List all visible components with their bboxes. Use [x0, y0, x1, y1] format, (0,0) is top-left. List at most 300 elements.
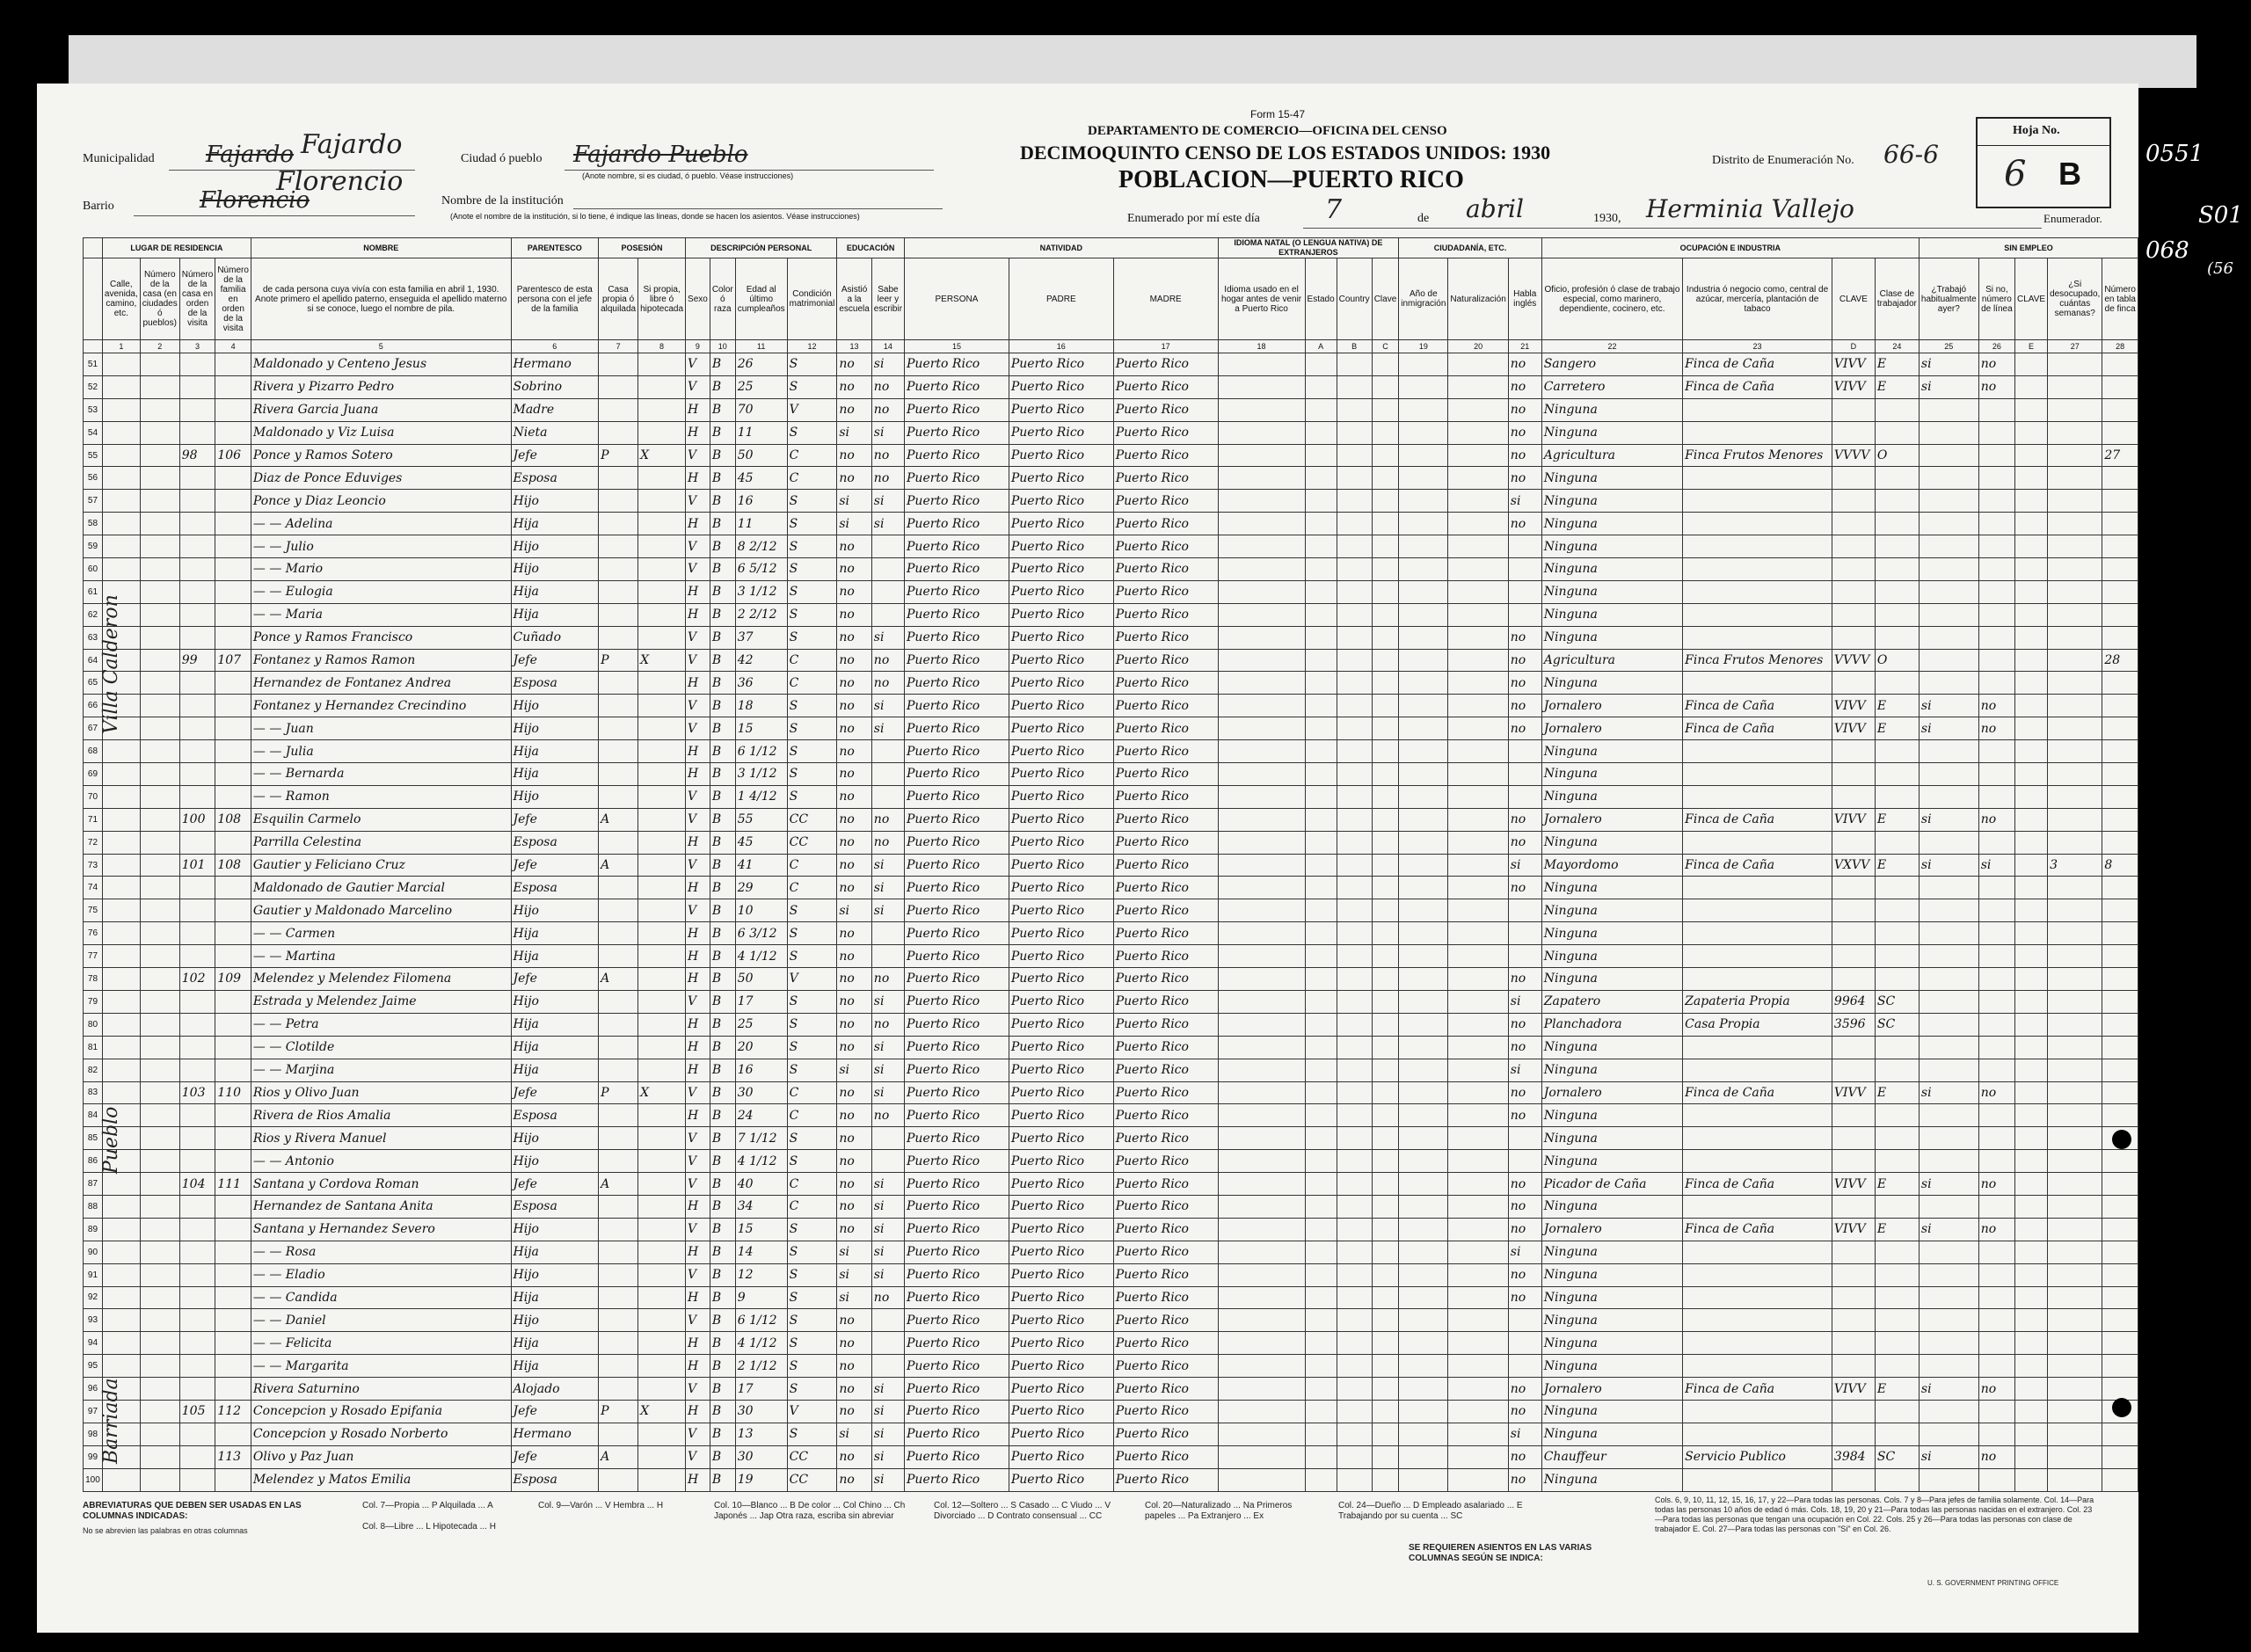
- speaks-english: no: [1508, 1081, 1541, 1104]
- mother-tongue: [1218, 1423, 1305, 1445]
- worker-class: [1875, 1104, 1919, 1127]
- speaks-english: [1508, 580, 1541, 603]
- line-number: 56: [84, 467, 103, 490]
- worker-class: [1875, 421, 1919, 444]
- code-c: [1372, 763, 1399, 786]
- dwelling-number: 102: [179, 968, 215, 991]
- father-birthplace: Puerto Rico: [1009, 1013, 1113, 1036]
- relationship: Esposa: [511, 1468, 599, 1491]
- industry: [1683, 1423, 1832, 1445]
- occupation-code: [1832, 1309, 1875, 1332]
- code-a: [1305, 785, 1337, 808]
- house-number: [140, 444, 179, 467]
- mother-birthplace: Puerto Rico: [1113, 513, 1218, 535]
- census-row: [84, 398, 2138, 421]
- age: 6 5/12: [735, 558, 787, 581]
- relationship: Hijo: [511, 558, 599, 581]
- unemployed-line: [1978, 649, 2014, 672]
- immigration-year: [1399, 1263, 1448, 1286]
- sex: V: [686, 1423, 710, 1445]
- code-e: [2015, 1355, 2048, 1378]
- dwelling-number: [179, 580, 215, 603]
- immigration-year: [1399, 444, 1448, 467]
- code-a: [1305, 945, 1337, 968]
- marital-status: S: [787, 626, 837, 649]
- home-tenure: [599, 1150, 638, 1173]
- worker-class: [1875, 763, 1919, 786]
- code-c: [1372, 1036, 1399, 1059]
- race: B: [710, 580, 735, 603]
- industry: [1683, 1104, 1832, 1127]
- mother-birthplace: Puerto Rico: [1113, 785, 1218, 808]
- worker-class: [1875, 1127, 1919, 1150]
- home-mortgage: [638, 1378, 686, 1401]
- department-title: DEPARTAMENTO DE COMERCIO—OFICINA DEL CENSO: [1088, 124, 1447, 138]
- relationship: Hijo: [511, 785, 599, 808]
- abbr-col10: Col. 10—Blanco ... B De color ... Col Chino ... Ch Japonés ... Jap Otra raza, escriba sin abreviar: [714, 1501, 906, 1521]
- home-tenure: [599, 580, 638, 603]
- enumerado-day: 7: [1325, 194, 1343, 225]
- code-b: [1337, 580, 1372, 603]
- age: 24: [735, 1104, 787, 1127]
- birthplace: Puerto Rico: [905, 467, 1009, 490]
- home-tenure: [599, 1309, 638, 1332]
- code-c: [1372, 672, 1399, 695]
- immigration-year: [1399, 1400, 1448, 1423]
- age: 36: [735, 672, 787, 695]
- code-a: [1305, 1013, 1337, 1036]
- father-birthplace: Puerto Rico: [1009, 398, 1113, 421]
- occupation: Jornalero: [1541, 808, 1682, 831]
- farm-schedule: [2102, 490, 2138, 513]
- father-birthplace: Puerto Rico: [1009, 808, 1113, 831]
- family-number: [215, 626, 251, 649]
- census-row: [84, 1468, 2138, 1491]
- age: 50: [735, 444, 787, 467]
- code-c: [1372, 854, 1399, 877]
- person-name: — — Mario: [251, 558, 511, 581]
- speaks-english: no: [1508, 398, 1541, 421]
- occupation: Jornalero: [1541, 1378, 1682, 1401]
- dwelling-number: [179, 535, 215, 558]
- worker-class: [1875, 1400, 1919, 1423]
- literacy: no: [871, 375, 904, 398]
- race: B: [710, 695, 735, 717]
- dwelling-number: [179, 1378, 215, 1401]
- weeks-unemployed: [2048, 1036, 2102, 1059]
- industry: [1683, 580, 1832, 603]
- birthplace: Puerto Rico: [905, 1059, 1009, 1081]
- occupation-code: [1832, 1355, 1875, 1378]
- street: [102, 1081, 140, 1104]
- worker-class: [1875, 398, 1919, 421]
- code-a: [1305, 831, 1337, 854]
- naturalization: [1448, 513, 1508, 535]
- person-name: Rivera y Pizarro Pedro: [251, 375, 511, 398]
- industry: [1683, 626, 1832, 649]
- form-number: Form 15-47: [1250, 108, 1306, 120]
- ciudad-label: Ciudad ó pueblo: [461, 152, 543, 165]
- father-birthplace: Puerto Rico: [1009, 877, 1113, 899]
- person-name: Esquilin Carmelo: [251, 808, 511, 831]
- speaks-english: no: [1508, 1400, 1541, 1423]
- speaks-english: si: [1508, 1423, 1541, 1445]
- weeks-unemployed: [2048, 1127, 2102, 1150]
- census-row: [84, 1081, 2138, 1104]
- relationship: Nieta: [511, 421, 599, 444]
- speaks-english: [1508, 1309, 1541, 1332]
- census-row: [84, 1173, 2138, 1196]
- school-attendance: si: [837, 1059, 871, 1081]
- house-number: [140, 1127, 179, 1150]
- column-header: Sabe leer y escribir: [871, 258, 904, 340]
- school-attendance: no: [837, 672, 871, 695]
- line-number: 81: [84, 1036, 103, 1059]
- weeks-unemployed: [2048, 899, 2102, 922]
- code-c: [1372, 353, 1399, 376]
- speaks-english: no: [1508, 1104, 1541, 1127]
- mother-birthplace: Puerto Rico: [1113, 1127, 1218, 1150]
- age: 26: [735, 353, 787, 376]
- mother-birthplace: Puerto Rico: [1113, 1468, 1218, 1491]
- home-mortgage: [638, 513, 686, 535]
- home-mortgage: [638, 990, 686, 1013]
- occupation: Ninguna: [1541, 1241, 1682, 1263]
- weeks-unemployed: [2048, 717, 2102, 740]
- relationship: Jefe: [511, 1400, 599, 1423]
- immigration-year: [1399, 785, 1448, 808]
- industry: Finca de Caña: [1683, 717, 1832, 740]
- race: B: [710, 490, 735, 513]
- farm-schedule: [2102, 672, 2138, 695]
- immigration-year: [1399, 1286, 1448, 1309]
- weeks-unemployed: [2048, 1400, 2102, 1423]
- home-mortgage: [638, 353, 686, 376]
- birthplace: Puerto Rico: [905, 1104, 1009, 1127]
- mother-birthplace: Puerto Rico: [1113, 626, 1218, 649]
- worker-class: [1875, 626, 1919, 649]
- occupation-code: [1832, 535, 1875, 558]
- industry: [1683, 1400, 1832, 1423]
- immigration-year: [1399, 717, 1448, 740]
- birthplace: Puerto Rico: [905, 375, 1009, 398]
- race: B: [710, 831, 735, 854]
- home-mortgage: [638, 1332, 686, 1355]
- literacy: no: [871, 1286, 904, 1309]
- age: 16: [735, 1059, 787, 1081]
- marital-status: V: [787, 398, 837, 421]
- code-a: [1305, 626, 1337, 649]
- line-number: 68: [84, 740, 103, 763]
- worked-yesterday: [1919, 398, 1978, 421]
- weeks-unemployed: [2048, 1423, 2102, 1445]
- worked-yesterday: [1919, 626, 1978, 649]
- sex: H: [686, 877, 710, 899]
- occupation-code: [1832, 1400, 1875, 1423]
- dwelling-number: [179, 990, 215, 1013]
- school-attendance: no: [837, 785, 871, 808]
- barrio-value: Florencio: [276, 166, 404, 197]
- dwelling-number: [179, 603, 215, 626]
- relationship: Hijo: [511, 1263, 599, 1286]
- school-attendance: no: [837, 695, 871, 717]
- home-tenure: [599, 990, 638, 1013]
- home-mortgage: [638, 1468, 686, 1491]
- column-number: B: [1337, 340, 1372, 353]
- naturalization: [1448, 1081, 1508, 1104]
- father-birthplace: Puerto Rico: [1009, 831, 1113, 854]
- family-number: [215, 922, 251, 945]
- worker-class: [1875, 535, 1919, 558]
- mother-birthplace: Puerto Rico: [1113, 945, 1218, 968]
- race: B: [710, 1150, 735, 1173]
- code-b: [1337, 1355, 1372, 1378]
- industry: Finca de Caña: [1683, 695, 1832, 717]
- weeks-unemployed: [2048, 877, 2102, 899]
- group-residencia: LUGAR DE RESIDENCIA: [102, 238, 251, 258]
- unemployed-line: no: [1978, 808, 2014, 831]
- dwelling-number: [179, 1241, 215, 1263]
- relationship: Hija: [511, 740, 599, 763]
- code-e: [2015, 1218, 2048, 1241]
- father-birthplace: Puerto Rico: [1009, 1263, 1113, 1286]
- code-b: [1337, 1173, 1372, 1196]
- home-tenure: A: [599, 1445, 638, 1468]
- father-birthplace: Puerto Rico: [1009, 513, 1113, 535]
- family-number: 112: [215, 1400, 251, 1423]
- dwelling-number: [179, 763, 215, 786]
- industry: [1683, 740, 1832, 763]
- code-e: [2015, 831, 2048, 854]
- code-c: [1372, 1286, 1399, 1309]
- worked-yesterday: si: [1919, 717, 1978, 740]
- person-name: — — Juan: [251, 717, 511, 740]
- home-tenure: [599, 1059, 638, 1081]
- race: B: [710, 558, 735, 581]
- occupation: Ninguna: [1541, 1332, 1682, 1355]
- column-header: Edad al último cumpleaños: [735, 258, 787, 340]
- father-birthplace: Puerto Rico: [1009, 1378, 1113, 1401]
- group-nombre: NOMBRE: [251, 238, 511, 258]
- farm-schedule: [2102, 375, 2138, 398]
- sex: H: [686, 1241, 710, 1263]
- age: 2 1/12: [735, 1355, 787, 1378]
- sex: V: [686, 1150, 710, 1173]
- naturalization: [1448, 1309, 1508, 1332]
- birthplace: Puerto Rico: [905, 1263, 1009, 1286]
- worker-class: [1875, 1423, 1919, 1445]
- person-name: — — Rosa: [251, 1241, 511, 1263]
- column-number: 8: [638, 340, 686, 353]
- age: 8 2/12: [735, 535, 787, 558]
- dwelling-number: [179, 375, 215, 398]
- relationship: Hijo: [511, 695, 599, 717]
- census-row: [84, 854, 2138, 877]
- sex: H: [686, 398, 710, 421]
- line-number: 84: [84, 1104, 103, 1127]
- race: B: [710, 785, 735, 808]
- house-number: [140, 808, 179, 831]
- relationship: Sobrino: [511, 375, 599, 398]
- mother-birthplace: Puerto Rico: [1113, 467, 1218, 490]
- worker-class: [1875, 785, 1919, 808]
- worked-yesterday: [1919, 1104, 1978, 1127]
- dwelling-number: [179, 1263, 215, 1286]
- sex: H: [686, 968, 710, 991]
- school-attendance: si: [837, 421, 871, 444]
- census-row: [84, 1332, 2138, 1355]
- sex: V: [686, 558, 710, 581]
- weeks-unemployed: [2048, 467, 2102, 490]
- code-b: [1337, 353, 1372, 376]
- mother-tongue: [1218, 1332, 1305, 1355]
- enumerado-year: 1930,: [1593, 212, 1621, 225]
- father-birthplace: Puerto Rico: [1009, 1036, 1113, 1059]
- worked-yesterday: [1919, 1423, 1978, 1445]
- home-tenure: [599, 1218, 638, 1241]
- age: 4 1/12: [735, 1332, 787, 1355]
- code-b: [1337, 1332, 1372, 1355]
- father-birthplace: Puerto Rico: [1009, 695, 1113, 717]
- street: [102, 535, 140, 558]
- mother-birthplace: Puerto Rico: [1113, 1423, 1218, 1445]
- column-header: ¿Trabajó habitualmente ayer?: [1919, 258, 1978, 340]
- father-birthplace: Puerto Rico: [1009, 1150, 1113, 1173]
- worked-yesterday: [1919, 603, 1978, 626]
- person-name: Concepcion y Rosado Epifania: [251, 1400, 511, 1423]
- farm-schedule: [2102, 717, 2138, 740]
- mother-tongue: [1218, 968, 1305, 991]
- weeks-unemployed: [2048, 626, 2102, 649]
- race: B: [710, 854, 735, 877]
- immigration-year: [1399, 854, 1448, 877]
- immigration-year: [1399, 831, 1448, 854]
- speaks-english: no: [1508, 375, 1541, 398]
- marital-status: S: [787, 1423, 837, 1445]
- weeks-unemployed: [2048, 1150, 2102, 1173]
- father-birthplace: Puerto Rico: [1009, 1104, 1113, 1127]
- relationship: Jefe: [511, 1081, 599, 1104]
- unemployed-line: no: [1978, 717, 2014, 740]
- sex: H: [686, 1332, 710, 1355]
- mother-birthplace: Puerto Rico: [1113, 763, 1218, 786]
- worked-yesterday: [1919, 1309, 1978, 1332]
- street: [102, 467, 140, 490]
- column-number: C: [1372, 340, 1399, 353]
- mother-tongue: [1218, 990, 1305, 1013]
- speaks-english: no: [1508, 717, 1541, 740]
- father-birthplace: Puerto Rico: [1009, 603, 1113, 626]
- unemployed-line: no: [1978, 1218, 2014, 1241]
- naturalization: [1448, 467, 1508, 490]
- weeks-unemployed: [2048, 1309, 2102, 1332]
- sex: H: [686, 603, 710, 626]
- unemployed-line: [1978, 535, 2014, 558]
- speaks-english: [1508, 922, 1541, 945]
- age: 17: [735, 990, 787, 1013]
- family-number: [215, 1309, 251, 1332]
- census-row: [84, 444, 2138, 467]
- mother-tongue: [1218, 1104, 1305, 1127]
- occupation: Jornalero: [1541, 695, 1682, 717]
- age: 13: [735, 1423, 787, 1445]
- sex: V: [686, 1081, 710, 1104]
- code-b: [1337, 1445, 1372, 1468]
- marital-status: S: [787, 945, 837, 968]
- family-number: [215, 831, 251, 854]
- person-name: Maldonado de Gautier Marcial: [251, 877, 511, 899]
- home-tenure: [599, 1195, 638, 1218]
- family-number: [215, 1468, 251, 1491]
- speaks-english: si: [1508, 990, 1541, 1013]
- home-mortgage: [638, 1355, 686, 1378]
- speaks-english: [1508, 1127, 1541, 1150]
- occupation: Ninguna: [1541, 763, 1682, 786]
- sex: V: [686, 1218, 710, 1241]
- census-row: [84, 1195, 2138, 1218]
- age: 3 1/12: [735, 580, 787, 603]
- sex: H: [686, 1286, 710, 1309]
- occupation-code: [1832, 785, 1875, 808]
- naturalization: [1448, 968, 1508, 991]
- marital-status: C: [787, 672, 837, 695]
- group-line: [84, 238, 103, 258]
- mother-birthplace: Puerto Rico: [1113, 672, 1218, 695]
- occupation-code: [1832, 1423, 1875, 1445]
- school-attendance: si: [837, 1286, 871, 1309]
- age: 9: [735, 1286, 787, 1309]
- group-descripcion: DESCRIPCIÓN PERSONAL: [686, 238, 837, 258]
- house-number: [140, 353, 179, 376]
- mother-tongue: [1218, 1218, 1305, 1241]
- code-c: [1372, 398, 1399, 421]
- column-header: CLAVE: [1832, 258, 1875, 340]
- birthplace: Puerto Rico: [905, 717, 1009, 740]
- sex: H: [686, 1036, 710, 1059]
- relationship: Esposa: [511, 467, 599, 490]
- column-number: 17: [1113, 340, 1218, 353]
- weeks-unemployed: [2048, 831, 2102, 854]
- speaks-english: no: [1508, 877, 1541, 899]
- mother-birthplace: Puerto Rico: [1113, 1081, 1218, 1104]
- code-c: [1372, 695, 1399, 717]
- literacy: no: [871, 672, 904, 695]
- code-b: [1337, 854, 1372, 877]
- group-ciudadania: CIUDADANÍA, ETC.: [1399, 238, 1541, 258]
- mother-tongue: [1218, 649, 1305, 672]
- line-number: 69: [84, 763, 103, 786]
- immigration-year: [1399, 1150, 1448, 1173]
- dwelling-number: [179, 626, 215, 649]
- worker-class: SC: [1875, 990, 1919, 1013]
- code-b: [1337, 467, 1372, 490]
- weeks-unemployed: [2048, 763, 2102, 786]
- birthplace: Puerto Rico: [905, 1127, 1009, 1150]
- sex: H: [686, 1013, 710, 1036]
- industry: [1683, 877, 1832, 899]
- unemployed-line: [1978, 785, 2014, 808]
- dwelling-number: [179, 1150, 215, 1173]
- literacy: si: [871, 353, 904, 376]
- family-number: [215, 490, 251, 513]
- industry: [1683, 1036, 1832, 1059]
- census-row: [84, 968, 2138, 991]
- literacy: si: [871, 1241, 904, 1263]
- column-number: 9: [686, 340, 710, 353]
- column-header: Si propia, libre ó hipotecada: [638, 258, 686, 340]
- census-row: [84, 1127, 2138, 1150]
- worker-class: E: [1875, 353, 1919, 376]
